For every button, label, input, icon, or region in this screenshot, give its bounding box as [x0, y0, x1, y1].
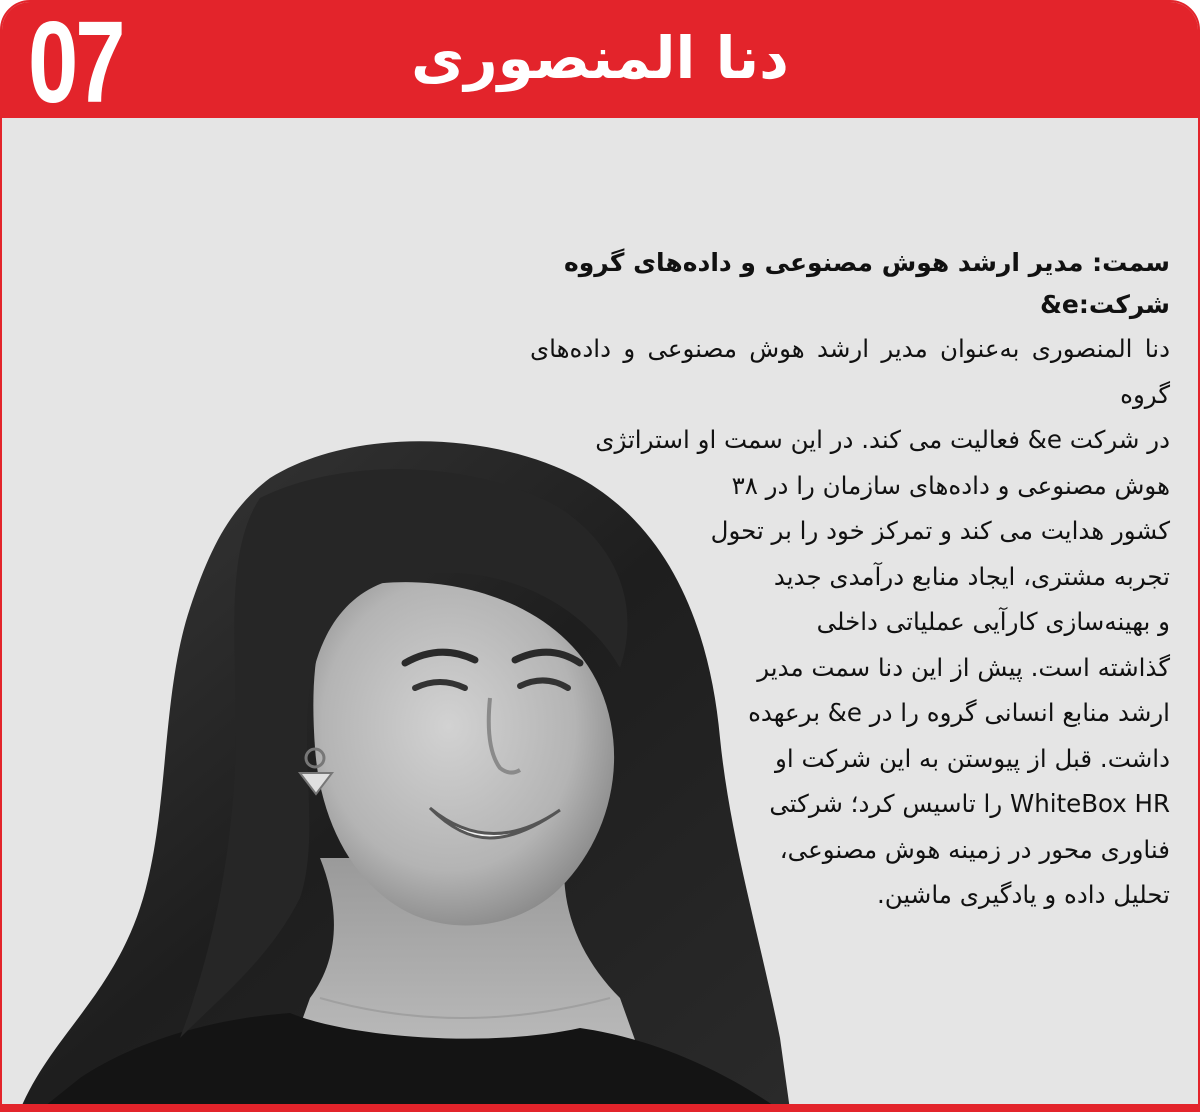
bottom-rule — [2, 1104, 1198, 1110]
profile-text — [530, 242, 1170, 918]
bio-line: تحلیل داده و یادگیری ماشین. — [876, 880, 1170, 909]
biography — [530, 326, 1170, 918]
bio-line: داشت. قبل از پیوستن به این شرکت او — [775, 743, 1170, 773]
company-line: شرکت:e& — [1040, 290, 1170, 319]
bio-line: WhiteBox HR را تاسیس کرد؛ شرکتی — [769, 789, 1170, 818]
bio-line: دنا المنصوری به‌عنوان مدیر ارشد هوش مصنوعی و داده‌های گروه — [530, 334, 1170, 409]
person-name: دنا المنصوری — [411, 24, 789, 92]
header-bar — [2, 0, 1198, 127]
bio-line: فناوری محور در زمینه هوش مصنوعی، — [779, 834, 1170, 864]
bio-line: تجربه مشتری، ایجاد منابع درآمدی جدید — [773, 561, 1170, 591]
bio-line: در شرکت e& فعالیت می کند. در این سمت او استراتژی — [595, 425, 1170, 454]
rank-number: 07 — [28, 0, 123, 127]
position-line: سمت: مدیر ارشد هوش مصنوعی و داده‌های گروه — [564, 248, 1170, 277]
bio-line: گذاشته است. پیش از این دنا سمت مدیر — [757, 652, 1170, 682]
bio-line: ارشد منابع انسانی گروه را در e& برعهده — [748, 698, 1170, 727]
bio-line: کشور هدایت می کند و تمرکز خود را بر تحول — [710, 516, 1170, 545]
bio-line: هوش مصنوعی و داده‌های سازمان را در ۳۸ — [731, 470, 1170, 500]
bio-line: و بهینه‌سازی کارآیی عملیاتی داخلی — [816, 607, 1170, 636]
